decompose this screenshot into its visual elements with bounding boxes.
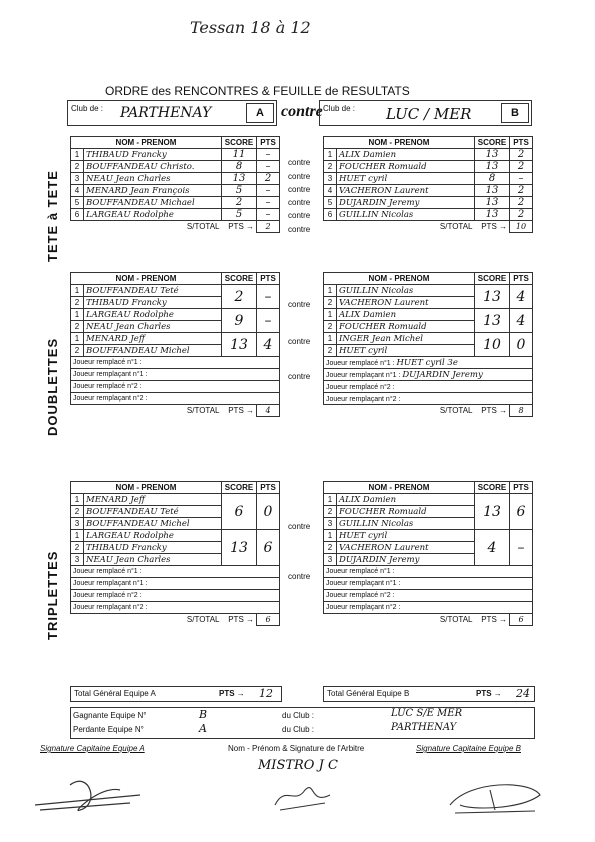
player-number: 1 bbox=[324, 309, 337, 321]
col-header-score: SCORE bbox=[475, 137, 510, 149]
col-header-nom: NOM - PRENOM bbox=[324, 482, 475, 494]
team-pts: 4 bbox=[510, 309, 533, 333]
team-pts: – bbox=[257, 285, 280, 309]
col-header-nom: NOM - PRENOM bbox=[71, 137, 222, 149]
arbitre-name: MISTRO J C bbox=[258, 758, 338, 773]
player-name: INGER Jean Michel bbox=[337, 333, 475, 345]
player-pts: – bbox=[257, 149, 280, 161]
stotal-pts-label: PTS → bbox=[228, 222, 254, 232]
player-name: THIBAUD Francky bbox=[84, 542, 222, 554]
remplace-row bbox=[324, 590, 533, 602]
player-score: 13 bbox=[475, 185, 510, 197]
club-a-name: PARTHENAY bbox=[120, 105, 212, 121]
player-number: 1 bbox=[71, 333, 84, 345]
triplettes-table-a bbox=[70, 481, 280, 626]
player-number: 1 bbox=[71, 149, 84, 161]
stotal-pts-label: PTS → bbox=[481, 615, 507, 625]
stotal-label: S/TOTAL bbox=[439, 222, 473, 232]
col-header-score: SCORE bbox=[475, 273, 510, 285]
player-number: 3 bbox=[71, 554, 84, 566]
player-name: HUET cyril bbox=[337, 173, 475, 185]
remplace-row bbox=[324, 578, 533, 590]
player-name: VACHERON Laurent bbox=[337, 297, 475, 309]
remplace-row bbox=[71, 566, 280, 578]
total-b-label: Total Général Equipe B bbox=[327, 689, 410, 698]
team-score: 13 bbox=[475, 494, 510, 530]
col-header-score: SCORE bbox=[222, 273, 257, 285]
perdante-club-label: du Club : bbox=[282, 725, 315, 734]
page-title: ORDRE des RENCONTRES & FEUILLE de RESULTATS bbox=[105, 84, 410, 98]
player-name: BOUFFANDEAU Christo. bbox=[84, 161, 222, 173]
signature-captain-b bbox=[440, 775, 550, 820]
team-pts: 0 bbox=[510, 333, 533, 357]
player-number: 2 bbox=[324, 297, 337, 309]
remplace-row bbox=[71, 590, 280, 602]
col-header-nom: NOM - PRENOM bbox=[324, 137, 475, 149]
player-pts: 2 bbox=[510, 209, 533, 221]
remplace-label: Joueur remplaçant n°1 : bbox=[326, 580, 401, 587]
stotal-value: 6 bbox=[510, 614, 533, 626]
team-score: 6 bbox=[222, 494, 257, 530]
contre-label: contre bbox=[288, 337, 311, 346]
stotal-pts-label: PTS → bbox=[228, 615, 254, 625]
player-number: 4 bbox=[324, 185, 337, 197]
col-header-score: SCORE bbox=[475, 482, 510, 494]
player-number: 2 bbox=[71, 345, 84, 357]
col-header-pts: PTS bbox=[510, 482, 533, 494]
player-name: ALIX Damien bbox=[337, 494, 475, 506]
stotal-value: 6 bbox=[257, 614, 280, 626]
club-a-box bbox=[67, 100, 277, 126]
player-score: 13 bbox=[475, 149, 510, 161]
remplace-label: Joueur remplaçant n°1 : bbox=[73, 371, 148, 378]
remplace-label: Joueur remplacé n°1 : bbox=[326, 359, 395, 367]
remplace-value: DUJARDIN Jeremy bbox=[402, 369, 483, 380]
contre-label: contre bbox=[288, 185, 311, 194]
gagnante-label: Gagnante Equipe N° bbox=[73, 711, 147, 720]
player-score: 5 bbox=[222, 185, 257, 197]
player-score: 2 bbox=[222, 197, 257, 209]
contre-label: contre bbox=[288, 198, 311, 207]
player-number: 2 bbox=[324, 506, 337, 518]
player-number: 2 bbox=[324, 321, 337, 333]
remplace-row bbox=[71, 578, 280, 590]
sig-cap-b-label: Signature Capitaine Equipe B bbox=[416, 744, 521, 753]
player-name: HUET cyril bbox=[337, 345, 475, 357]
doublettes-table-a bbox=[70, 272, 280, 417]
remplace-row bbox=[71, 393, 280, 405]
club-b-letter: B bbox=[501, 103, 529, 123]
team-pts: 6 bbox=[510, 494, 533, 530]
stotal-value: 10 bbox=[510, 221, 533, 233]
table-row bbox=[71, 494, 280, 506]
side-label-doublettes: DOUBLETTES bbox=[45, 337, 60, 436]
player-name: FOUCHER Romuald bbox=[337, 506, 475, 518]
player-number: 2 bbox=[71, 321, 84, 333]
team-score: 9 bbox=[222, 309, 257, 333]
table-row bbox=[71, 333, 280, 345]
contre-label: contre bbox=[288, 522, 311, 531]
player-name: DUJARDIN Jeremy bbox=[337, 554, 475, 566]
player-score: 13 bbox=[222, 173, 257, 185]
table-row bbox=[71, 209, 280, 221]
remplace-row bbox=[324, 369, 533, 381]
player-name: GUILLIN Nicolas bbox=[337, 518, 475, 530]
table-row bbox=[324, 185, 533, 197]
player-score: 8 bbox=[475, 173, 510, 185]
remplace-label: Joueur remplacé n°1 : bbox=[73, 359, 142, 366]
table-row bbox=[71, 285, 280, 297]
table-row bbox=[324, 209, 533, 221]
table-row bbox=[71, 149, 280, 161]
player-name: ALIX Damien bbox=[337, 149, 475, 161]
doublettes-table-b bbox=[323, 272, 533, 417]
player-name: NEAU Jean Charles bbox=[84, 173, 222, 185]
player-name: VACHERON Laurent bbox=[337, 185, 475, 197]
player-number: 3 bbox=[324, 173, 337, 185]
total-a-pts-label: PTS → bbox=[219, 689, 245, 698]
remplace-label: Joueur remplacé n°1 : bbox=[73, 568, 142, 575]
table-row bbox=[71, 197, 280, 209]
remplace-label: Joueur remplaçant n°1 : bbox=[73, 580, 148, 587]
remplace-label: Joueur remplaçant n°2 : bbox=[73, 395, 148, 402]
contre-label: contre bbox=[288, 211, 311, 220]
team-pts: – bbox=[510, 530, 533, 566]
remplace-row bbox=[324, 381, 533, 393]
player-number: 5 bbox=[324, 197, 337, 209]
player-number: 1 bbox=[71, 494, 84, 506]
side-label-triplettes: TRIPLETTES bbox=[45, 550, 60, 640]
team-score: 4 bbox=[475, 530, 510, 566]
player-pts: 2 bbox=[257, 173, 280, 185]
perdante-club: PARTHENAY bbox=[391, 722, 457, 733]
table-row bbox=[324, 161, 533, 173]
player-pts: – bbox=[257, 197, 280, 209]
remplace-label: Joueur remplacé n°2 : bbox=[326, 383, 395, 391]
col-header-nom: NOM - PRENOM bbox=[71, 273, 222, 285]
gagnante-club-label: du Club : bbox=[282, 711, 315, 720]
table-row bbox=[71, 309, 280, 321]
remplace-label: Joueur remplacé n°1 : bbox=[326, 568, 395, 575]
player-pts: – bbox=[257, 209, 280, 221]
club-b-name: LUC / MER bbox=[386, 105, 472, 123]
remplace-row bbox=[71, 602, 280, 614]
tete-table-b bbox=[323, 136, 533, 233]
player-name: BOUFFANDEAU Michel bbox=[84, 345, 222, 357]
player-name: MENARD Jean François bbox=[84, 185, 222, 197]
remplace-row bbox=[324, 393, 533, 405]
contre-label: contre bbox=[288, 300, 311, 309]
stotal-label: S/TOTAL bbox=[439, 406, 473, 416]
remplace-value: HUET cyril 3e bbox=[396, 357, 458, 368]
col-header-nom: NOM - PRENOM bbox=[324, 273, 475, 285]
player-number: 3 bbox=[324, 554, 337, 566]
team-score: 13 bbox=[222, 333, 257, 357]
player-number: 2 bbox=[324, 345, 337, 357]
table-row bbox=[71, 173, 280, 185]
stotal-value: 2 bbox=[257, 221, 280, 233]
table-row bbox=[324, 285, 533, 297]
triplettes-table-b bbox=[323, 481, 533, 626]
player-number: 6 bbox=[71, 209, 84, 221]
player-number: 2 bbox=[324, 542, 337, 554]
side-label-tete: TETE à TETE bbox=[45, 170, 60, 262]
remplace-label: Joueur remplacé n°2 : bbox=[326, 592, 395, 599]
player-number: 3 bbox=[71, 518, 84, 530]
stotal-label: S/TOTAL bbox=[186, 615, 220, 625]
total-b-pts-label: PTS → bbox=[476, 689, 502, 698]
result-box bbox=[70, 707, 535, 739]
player-number: 2 bbox=[71, 542, 84, 554]
remplace-row bbox=[324, 566, 533, 578]
player-number: 1 bbox=[324, 530, 337, 542]
player-number: 1 bbox=[324, 494, 337, 506]
team-pts: 4 bbox=[510, 285, 533, 309]
player-number: 1 bbox=[71, 309, 84, 321]
player-number: 2 bbox=[71, 161, 84, 173]
table-row bbox=[324, 173, 533, 185]
table-row bbox=[324, 309, 533, 321]
player-score: 13 bbox=[475, 197, 510, 209]
tete-table-a bbox=[70, 136, 280, 233]
player-pts: 2 bbox=[510, 149, 533, 161]
player-name: GUILLIN Nicolas bbox=[337, 285, 475, 297]
player-number: 3 bbox=[324, 518, 337, 530]
player-number: 5 bbox=[71, 197, 84, 209]
player-name: NEAU Jean Charles bbox=[84, 554, 222, 566]
player-number: 1 bbox=[324, 333, 337, 345]
gagnante-club: LUC S/E MER bbox=[391, 708, 463, 719]
player-name: HUET cyril bbox=[337, 530, 475, 542]
team-score: 10 bbox=[475, 333, 510, 357]
remplace-label: Joueur remplaçant n°2 : bbox=[73, 604, 148, 611]
stotal-label: S/TOTAL bbox=[439, 615, 473, 625]
player-pts: 2 bbox=[510, 185, 533, 197]
stotal-pts-label: PTS → bbox=[481, 222, 507, 232]
team-score: 13 bbox=[475, 285, 510, 309]
remplace-label: Joueur remplacé n°2 : bbox=[73, 592, 142, 599]
remplace-row bbox=[324, 357, 533, 369]
total-b-row bbox=[323, 686, 535, 702]
club-b-label: Club de : bbox=[323, 104, 356, 113]
total-a-value: 12 bbox=[259, 687, 273, 700]
player-number: 4 bbox=[71, 185, 84, 197]
remplace-row bbox=[71, 357, 280, 369]
player-score: 11 bbox=[222, 149, 257, 161]
contre-label: contre bbox=[288, 372, 311, 381]
player-name: MENARD Jeff bbox=[84, 494, 222, 506]
col-header-score: SCORE bbox=[222, 137, 257, 149]
stotal-pts-label: PTS → bbox=[481, 406, 507, 416]
player-pts: 2 bbox=[510, 161, 533, 173]
player-pts: – bbox=[510, 173, 533, 185]
team-pts: – bbox=[257, 309, 280, 333]
table-row bbox=[324, 494, 533, 506]
remplace-row bbox=[324, 602, 533, 614]
player-number: 3 bbox=[71, 173, 84, 185]
col-header-pts: PTS bbox=[510, 273, 533, 285]
contre-label: contre bbox=[288, 172, 311, 181]
player-name: ALIX Damien bbox=[337, 309, 475, 321]
contre-label: contre bbox=[288, 225, 311, 234]
stotal-value: 8 bbox=[510, 405, 533, 417]
player-pts: – bbox=[257, 161, 280, 173]
total-a-row bbox=[70, 686, 282, 702]
signature-arbitre bbox=[270, 775, 340, 815]
signature-captain-a bbox=[30, 765, 150, 820]
player-name: BOUFFANDEAU Teté bbox=[84, 285, 222, 297]
player-score: 5 bbox=[222, 209, 257, 221]
sig-cap-a-label: Signature Capitaine Equipe A bbox=[40, 744, 145, 753]
player-pts: 2 bbox=[510, 197, 533, 209]
table-row bbox=[71, 185, 280, 197]
contre-title: contre bbox=[281, 103, 323, 120]
table-row bbox=[324, 333, 533, 345]
remplace-row bbox=[71, 381, 280, 393]
player-pts: – bbox=[257, 185, 280, 197]
stotal-value: 4 bbox=[257, 405, 280, 417]
remplace-label: Joueur remplacé n°2 : bbox=[73, 383, 142, 390]
player-score: 13 bbox=[475, 161, 510, 173]
col-header-pts: PTS bbox=[257, 482, 280, 494]
team-pts: 0 bbox=[257, 494, 280, 530]
player-name: LARGEAU Rodolphe bbox=[84, 209, 222, 221]
player-score: 8 bbox=[222, 161, 257, 173]
remplace-label: Joueur remplaçant n°2 : bbox=[326, 395, 401, 403]
player-name: BOUFFANDEAU Michael bbox=[84, 197, 222, 209]
player-name: LARGEAU Rodolphe bbox=[84, 309, 222, 321]
stotal-pts-label: PTS → bbox=[228, 406, 254, 416]
gagnante-number: B bbox=[199, 708, 208, 721]
total-a-label: Total Général Equipe A bbox=[74, 689, 156, 698]
team-score: 13 bbox=[222, 530, 257, 566]
player-name: GUILLIN Nicolas bbox=[337, 209, 475, 221]
team-pts: 6 bbox=[257, 530, 280, 566]
team-score: 2 bbox=[222, 285, 257, 309]
sig-arbitre-label: Nom - Prénom & Signature de l'Arbitre bbox=[228, 744, 365, 753]
club-b-box bbox=[319, 100, 532, 126]
team-pts: 4 bbox=[257, 333, 280, 357]
team-score: 13 bbox=[475, 309, 510, 333]
player-name: DUJARDIN Jeremy bbox=[337, 197, 475, 209]
player-name: NEAU Jean Charles bbox=[84, 321, 222, 333]
remplace-row bbox=[71, 369, 280, 381]
remplace-label: Joueur remplaçant n°2 : bbox=[326, 604, 401, 611]
table-row bbox=[71, 161, 280, 173]
stotal-label: S/TOTAL bbox=[186, 406, 220, 416]
player-name: FOUCHER Romuald bbox=[337, 161, 475, 173]
player-name: THIBAUD Francky bbox=[84, 149, 222, 161]
player-number: 1 bbox=[71, 285, 84, 297]
player-name: LARGEAU Rodolphe bbox=[84, 530, 222, 542]
player-number: 1 bbox=[324, 285, 337, 297]
club-a-letter: A bbox=[246, 103, 274, 123]
player-number: 2 bbox=[324, 161, 337, 173]
player-number: 1 bbox=[324, 149, 337, 161]
player-number: 6 bbox=[324, 209, 337, 221]
col-header-score: SCORE bbox=[222, 482, 257, 494]
col-header-pts: PTS bbox=[510, 137, 533, 149]
player-name: VACHERON Laurent bbox=[337, 542, 475, 554]
player-name: FOUCHER Romuald bbox=[337, 321, 475, 333]
handwritten-header: Tessan 18 à 12 bbox=[190, 18, 311, 37]
player-number: 2 bbox=[71, 297, 84, 309]
club-a-label: Club de : bbox=[71, 104, 104, 113]
player-score: 13 bbox=[475, 209, 510, 221]
col-header-pts: PTS bbox=[257, 137, 280, 149]
table-row bbox=[324, 197, 533, 209]
perdante-label: Perdante Equipe N° bbox=[73, 725, 144, 734]
contre-label: contre bbox=[288, 572, 311, 581]
total-b-value: 24 bbox=[516, 687, 530, 700]
col-header-pts: PTS bbox=[257, 273, 280, 285]
player-name: BOUFFANDEAU Teté bbox=[84, 506, 222, 518]
contre-label: contre bbox=[288, 158, 311, 167]
stotal-label: S/TOTAL bbox=[186, 222, 220, 232]
player-name: BOUFFANDEAU Michel bbox=[84, 518, 222, 530]
table-row bbox=[324, 530, 533, 542]
player-number: 1 bbox=[71, 530, 84, 542]
player-number: 2 bbox=[71, 506, 84, 518]
table-row bbox=[324, 149, 533, 161]
remplace-label: Joueur remplaçant n°1 : bbox=[326, 371, 401, 379]
table-row bbox=[71, 530, 280, 542]
player-name: THIBAUD Francky bbox=[84, 297, 222, 309]
player-name: MENARD Jeff bbox=[84, 333, 222, 345]
col-header-nom: NOM - PRENOM bbox=[71, 482, 222, 494]
perdante-number: A bbox=[199, 722, 207, 735]
